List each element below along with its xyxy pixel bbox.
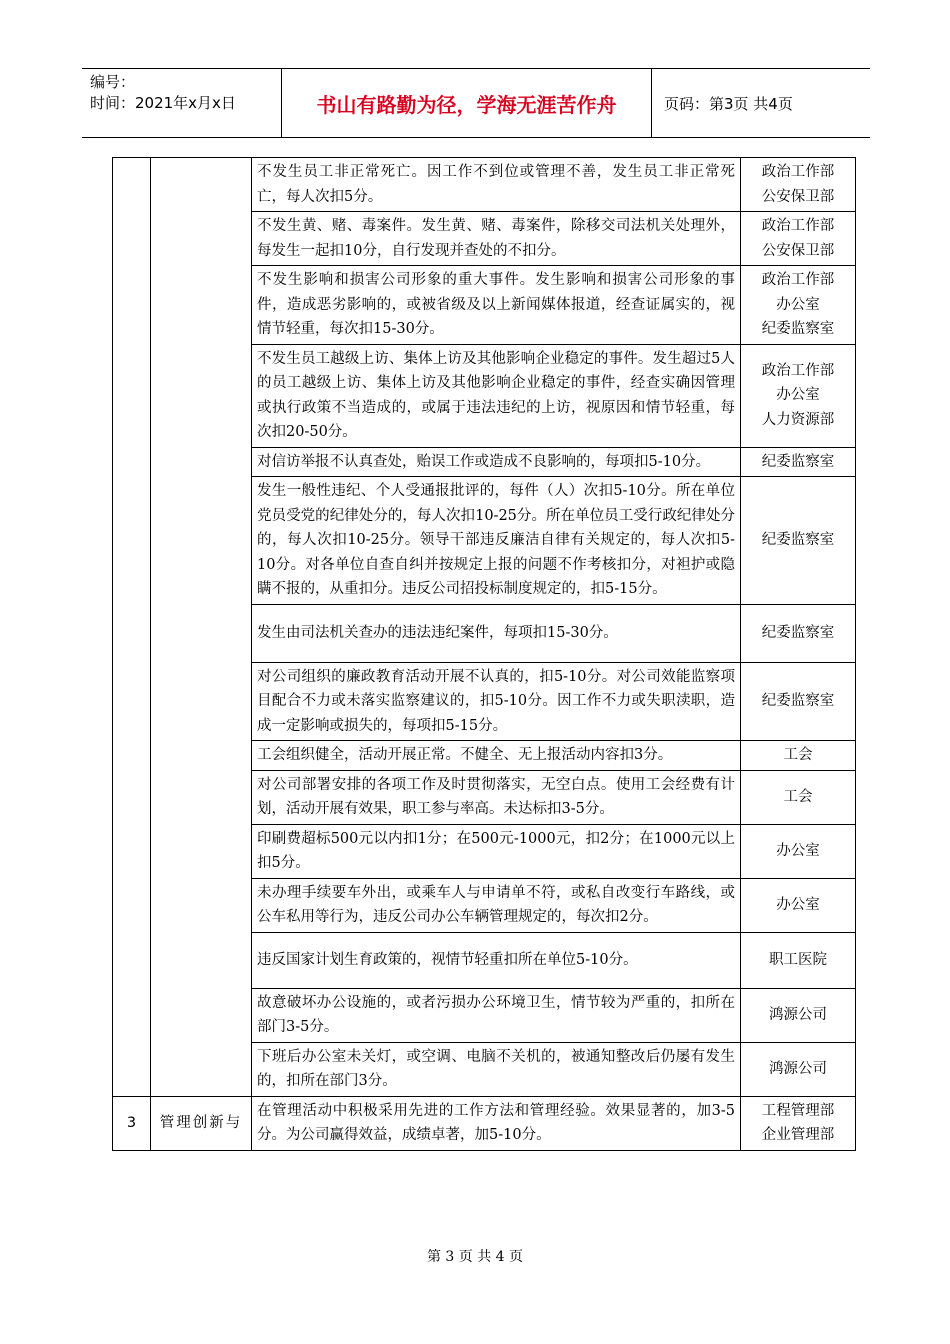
category-cell [151,158,252,1097]
document-date-label: 时间：2021年x月x日 [90,94,236,112]
department-cell: 办公室 [741,878,856,932]
criteria-cell: 在管理活动中积极采用先进的工作方法和管理经验。效果显著的，加3-5分。为公司赢得效益，成绩卓著，加5-10分。 [252,1096,741,1150]
criteria-cell: 不发生影响和损害公司形象的重大事件。发生影响和损害公司形象的事件，造成恶劣影响的，或被省级及以上新闻媒体报道，经查证属实的，视情节轻重，每次扣15-30分。 [252,266,741,345]
criteria-cell: 未办理手续要车外出，或乘车人与申请单不符，或私自改变行车路线，或公车私用等行为，违反公司办公车辆管理规定的，每次扣2分。 [252,878,741,932]
criteria-cell: 不发生员工非正常死亡。因工作不到位或管理不善，发生员工非正常死亡，每人次扣5分。 [252,158,741,212]
item-number-cell: 3 [113,1096,151,1150]
department-cell: 鸿源公司 [741,988,856,1042]
document-number-label: 编号： [90,73,136,91]
department-cell: 纪委监察室 [741,477,856,605]
item-number-cell [113,158,151,1097]
criteria-cell: 不发生黄、赌、毒案件。发生黄、赌、毒案件，除移交司法机关处理外，每发生一起扣10分，自行发现并查处的不扣分。 [252,212,741,266]
category-cell: 管理创新与 [151,1096,252,1150]
department-cell: 纪委监察室 [741,662,856,741]
department-cell: 鸿源公司 [741,1042,856,1096]
header-motto: 书山有路勤为径，学海无涯苦作舟 [282,69,652,137]
department-cell: 纪委监察室 [741,604,856,662]
department-cell: 工程管理部 企业管理部 [741,1096,856,1150]
criteria-cell: 故意破坏办公设施的，或者污损办公环境卫生，情节较为严重的，扣所在部门3-5分。 [252,988,741,1042]
criteria-cell: 对信访举报不认真查处，贻误工作或造成不良影响的，每项扣5-10分。 [252,447,741,477]
criteria-cell: 违反国家计划生育政策的，视情节轻重扣所在单位5-10分。 [252,932,741,988]
department-cell: 纪委监察室 [741,447,856,477]
criteria-cell: 工会组织健全，活动开展正常。不健全、无上报活动内容扣3分。 [252,741,741,771]
header-meta [82,69,282,137]
table-row [113,158,856,212]
assessment-table [112,157,856,1151]
department-cell: 工会 [741,741,856,771]
criteria-cell: 下班后办公室未关灯，或空调、电脑不关机的，被通知整改后仍屡有发生的，扣所在部门3分。 [252,1042,741,1096]
criteria-cell: 印刷费超标500元以内扣1分；在500元-1000元，扣2分；在1000元以上扣5分。 [252,824,741,878]
table-row [113,1096,856,1150]
criteria-cell: 对公司组织的廉政教育活动开展不认真的，扣5-10分。对公司效能监察项目配合不力或未落实监察建议的，扣5-10分。因工作不力或失职渎职，造成一定影响或损失的，每项扣5-15分。 [252,662,741,741]
department-cell: 职工医院 [741,932,856,988]
department-cell: 政治工作部 办公室 人力资源部 [741,344,856,447]
department-cell: 工会 [741,770,856,824]
department-cell: 政治工作部 公安保卫部 [741,212,856,266]
criteria-cell: 对公司部署安排的各项工作及时贯彻落实，无空白点。使用工会经费有计划，活动开展有效果，职工参与率高。未达标扣3-5分。 [252,770,741,824]
page-footer: 第 3 页 共 4 页 [426,1249,524,1265]
department-cell: 政治工作部 公安保卫部 [741,158,856,212]
department-cell: 政治工作部 办公室 纪委监察室 [741,266,856,345]
criteria-cell: 发生由司法机关查办的违法违纪案件，每项扣15-30分。 [252,604,741,662]
department-cell: 办公室 [741,824,856,878]
criteria-cell: 发生一般性违纪、个人受通报批评的，每件（人）次扣5-10分。所在单位党员受党的纪律处分的，每人次扣10-25分。所在单位员工受行政纪律处分的，每人次扣10-25分。领导干部违反廉洁自律有关规定的，每人次扣5-10分。对各单位自查自纠并按规定上报的问题不作考核扣分，对袒护或隐瞒不报的，从重扣分。违反公司招投标制度规定的，扣5-15分。 [252,477,741,605]
criteria-cell: 不发生员工越级上访、集体上访及其他影响企业稳定的事件。发生超过5人的员工越级上访、集体上访及其他影响企业稳定的事件，经查实确因管理或执行政策不当造成的，或属于违法违纪的上访，视原因和情节轻重，每次扣20-50分。 [252,344,741,447]
page-header [82,68,870,138]
header-page-number: 页码：第3页 共4页 [664,94,793,113]
